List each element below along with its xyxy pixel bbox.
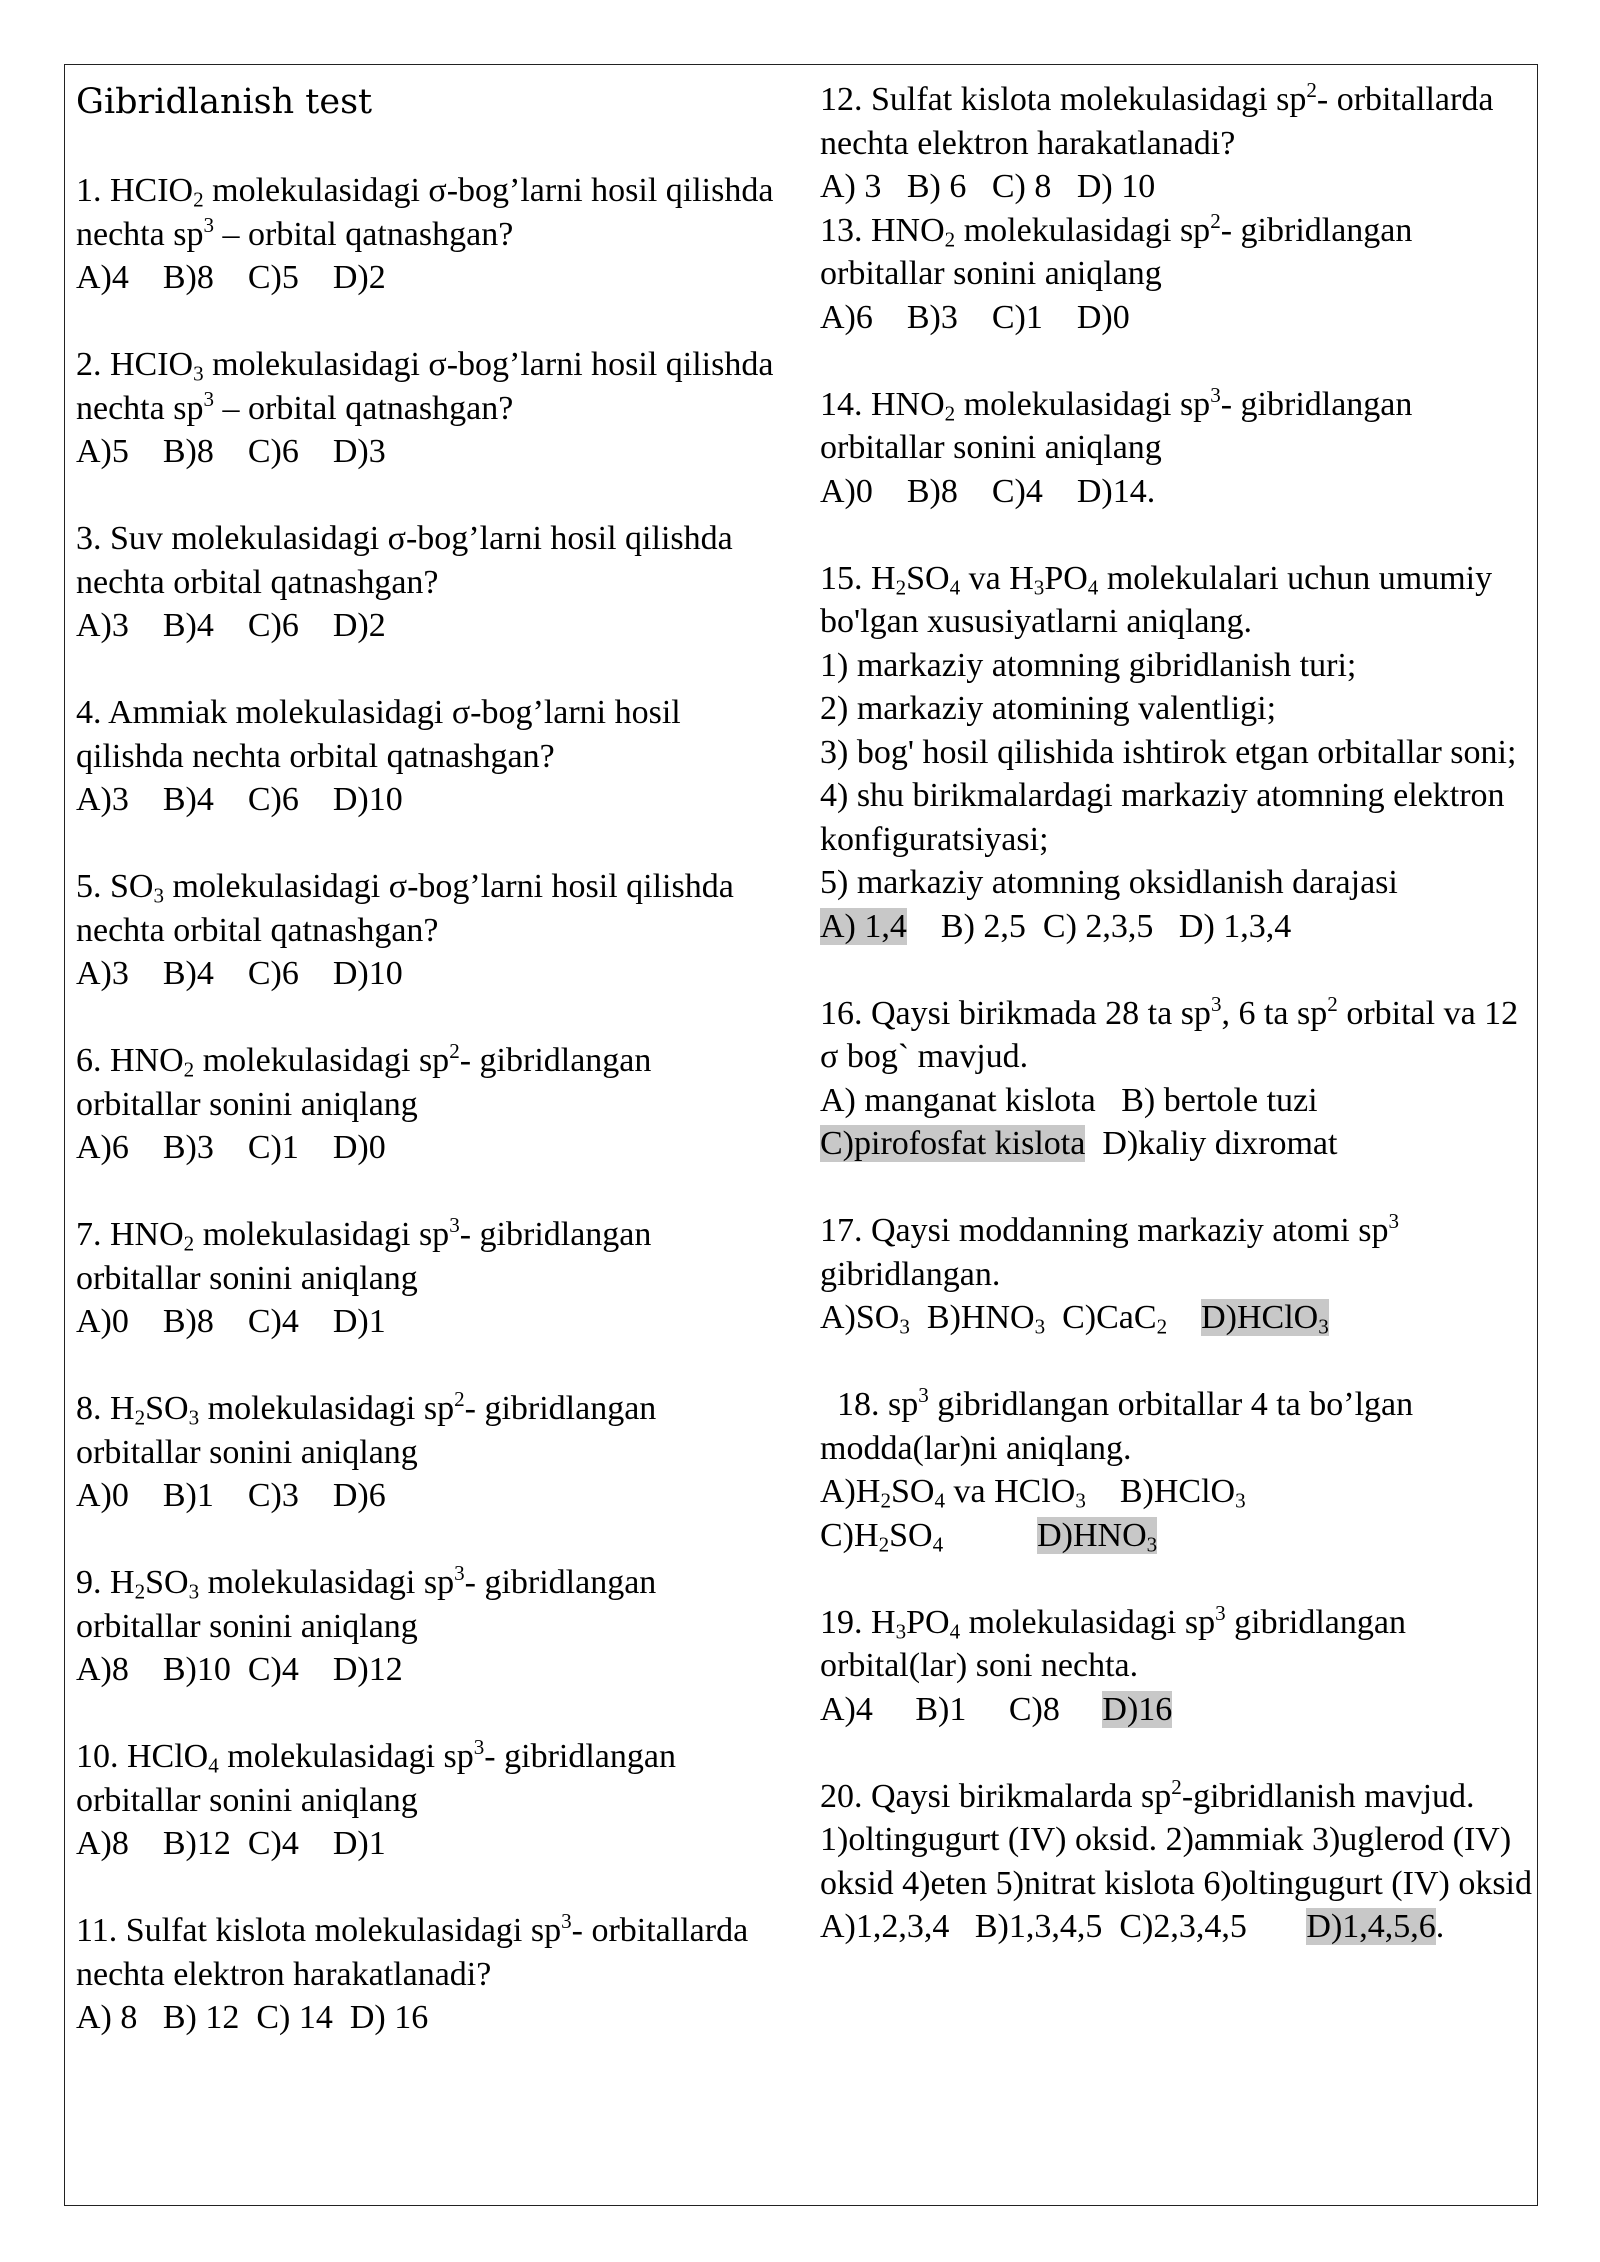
question-1 bbox=[76, 169, 776, 300]
answer-options: A)0 B)8 C)4 D)14. bbox=[820, 472, 1156, 510]
question-text: 2. $HCIO_3$ molekulasidagi σ-bog’larni hosil qilishda nechta $sp^3$ – orbital qatnashgan? bbox=[76, 346, 774, 427]
test-title: Gibridlanish test bbox=[76, 82, 373, 122]
right-column bbox=[820, 78, 1532, 1992]
highlighted-answer: $D)HNO_3$ bbox=[1037, 1516, 1158, 1556]
answer-options: A)4 B)8 C)5 D)2 bbox=[76, 259, 386, 296]
question-20 bbox=[820, 1775, 1532, 1949]
question-2 bbox=[76, 343, 776, 474]
question-text: 20. Qaysi birikmalarda $sp^2$-gibridlanish mavjud. bbox=[820, 1774, 1475, 1815]
question-3 bbox=[76, 517, 776, 648]
question-text: 16. Qaysi birikmada 28 ta $sp^3$, 6 ta $sp^2$ orbital va 12 σ bog` mavjud. bbox=[820, 991, 1519, 1075]
question-17 bbox=[820, 1209, 1532, 1340]
question-items: 1)oltingugurt (IV) oksid. 2)ammiak 3)uglerod (IV) oksid 4)eten 5)nitrat kislota 6)oltingugurt (IV) oksid bbox=[820, 1821, 1532, 1902]
question-text: 9. $H_2SO_3$ molekulasidagi $sp^3-$ gibridlangan orbitallar sonini aniqlang bbox=[76, 1560, 657, 1645]
answer-options: A)3 B)4 C)6 D)10 bbox=[76, 781, 403, 818]
highlighted-answer: D)16 bbox=[1102, 1690, 1173, 1728]
question-6 bbox=[76, 1039, 776, 1170]
question-18 bbox=[820, 1383, 1532, 1557]
question-13 bbox=[820, 209, 1532, 340]
question-5 bbox=[76, 865, 776, 996]
question-15 bbox=[820, 557, 1532, 949]
question-text: 8. $H_2SO_3$ molekulasidagi $sp^2-$ gibridlangan orbitallar sonini aniqlang bbox=[76, 1386, 657, 1471]
question-7 bbox=[76, 1213, 776, 1344]
answer-options: A) manganat kislota B) bertole tuzi bbox=[820, 1081, 1318, 1119]
answer-options: $A)H_2SO_4$ va HClO$_3$ B)HClO$_3$ bbox=[820, 1473, 1246, 1513]
question-text: 13. $HNO_2$ molekulasidagi $sp^2-$ gibridlangan orbitallar sonini aniqlang bbox=[820, 208, 1413, 292]
question-14 bbox=[820, 383, 1532, 514]
answer-options: $C)H_2SO_4$ $D)HNO_3$ bbox=[820, 1516, 1158, 1556]
question-text: 4. Ammiak molekulasidagi σ-bog’larni hosil qilishda nechta orbital qatnashgan? bbox=[76, 694, 681, 775]
question-4 bbox=[76, 691, 776, 822]
answer-options: A)6 B)3 C)1 D)0 bbox=[76, 1129, 386, 1166]
answer-options: A)5 B)8 C)6 D)3 bbox=[76, 433, 386, 470]
question-text: 14. $HNO_2$ molekulasidagi $sp^3-$ gibridlangan orbitallar sonini aniqlang bbox=[820, 382, 1413, 466]
question-16 bbox=[820, 992, 1532, 1166]
question-11 bbox=[76, 1909, 776, 2040]
question-text: 10. HClO$_4$ molekulasidagi $sp^3-$ gibridlangan orbitallar sonini aniqlang bbox=[76, 1734, 676, 1819]
answer-options: A)3 B)4 C)6 D)10 bbox=[76, 955, 403, 992]
answer-options: A) 3 B) 6 C) 8 D) 10 bbox=[820, 168, 1156, 205]
question-text: 6. $HNO_2$ molekulasidagi $sp^2-$ gibridlangan orbitallar sonini aniqlang bbox=[76, 1038, 652, 1123]
highlighted-answer: A) 1,4 bbox=[820, 907, 907, 945]
list-item: 1) markaziy atomning gibridlanish turi; bbox=[820, 646, 1357, 684]
question-text: 15. $H_2SO_4$ va $H_3PO_4$ molekulalari uchun umumiy bo'lgan xususiyatlarni aniqlang. bbox=[820, 559, 1493, 640]
question-9 bbox=[76, 1561, 776, 1692]
question-text: 1. $HCIO_2$ molekulasidagi σ-bog’larni hosil qilishda nechta $sp^3$ – orbital qatnashgan? bbox=[76, 172, 774, 253]
answer-options: A)4 B)1 C)8 D)16 bbox=[820, 1690, 1173, 1728]
answer-options: A)8 B)12 C)4 D)1 bbox=[76, 1825, 386, 1862]
list-item: 5) markaziy atomning oksidlanish darajasi bbox=[820, 864, 1398, 901]
question-10 bbox=[76, 1735, 776, 1866]
left-column bbox=[76, 78, 776, 2083]
question-text: 3. Suv molekulasidagi σ-bog’larni hosil qilishda nechta orbital qatnashgan? bbox=[76, 520, 733, 601]
question-text: 19. $H_3PO_4$ molekulasidagi $sp^3$ gibridlangan orbital(lar) soni nechta. bbox=[820, 1600, 1406, 1684]
answer-options: A)0 B)8 C)4 D)1 bbox=[76, 1303, 386, 1340]
list-item: 4) shu birikmalardagi markaziy atomning elektron konfiguratsiyasi; bbox=[820, 777, 1505, 858]
answer-options: A) 1,4 B) 2,5 C) 2,3,5 D) 1,3,4 bbox=[820, 907, 1292, 945]
highlighted-answer: D)1,4,5,6 bbox=[1306, 1908, 1436, 1945]
question-text: 17. Qaysi moddanning markaziy atomi $sp^3$ gibridlangan. bbox=[820, 1208, 1400, 1293]
question-text: 11. Sulfat kislota molekulasidagi $sp^3-$ orbitallarda nechta elektron harakatlanadi? bbox=[76, 1908, 749, 1993]
answer-options: A)0 B)1 C)3 D)6 bbox=[76, 1477, 386, 1514]
question-text: 7. $HNO_2$ molekulasidagi $sp^3-$ gibridlangan orbitallar sonini aniqlang bbox=[76, 1212, 652, 1297]
answer-options: A)3 B)4 C)6 D)2 bbox=[76, 607, 386, 644]
answer-options: $A)SO_3$ $B)HNO_3$ C)CaC$_2$ D)HClO$_3$ bbox=[820, 1299, 1329, 1339]
answer-options: A)8 B)10 C)4 D)12 bbox=[76, 1651, 403, 1688]
answer-options: A) 8 B) 12 C) 14 D) 16 bbox=[76, 1999, 429, 2036]
list-item: 3) bog' hosil qilishida ishtirok etgan orbitallar soni; bbox=[820, 733, 1517, 771]
answer-options: A)6 B)3 C)1 D)0 bbox=[820, 298, 1130, 336]
question-text: 12. Sulfat kislota molekulasidagi $sp^2-$ orbitallarda nechta elektron harakatlanadi? bbox=[820, 77, 1494, 162]
question-19 bbox=[820, 1601, 1532, 1732]
answer-options: C)pirofosfat kislota D)kaliy dixromat bbox=[820, 1125, 1338, 1162]
question-12 bbox=[820, 78, 1532, 209]
question-text: 5. $SO_3$ molekulasidagi σ-bog’larni hosil qilishda nechta orbital qatnashgan? bbox=[76, 868, 734, 949]
answer-options: A)1,2,3,4 B)1,3,4,5 C)2,3,4,5 D)1,4,5,6. bbox=[820, 1908, 1445, 1945]
question-8 bbox=[76, 1387, 776, 1518]
highlighted-answer: D)HClO$_3$ bbox=[1201, 1299, 1329, 1339]
highlighted-answer: C)pirofosfat kislota bbox=[820, 1125, 1086, 1162]
question-text: 18. $sp^3$ gibridlangan orbitallar 4 ta bo’lgan modda(lar)ni aniqlang. bbox=[820, 1382, 1414, 1467]
list-item: 2) markaziy atomining valentligi; bbox=[820, 690, 1277, 727]
